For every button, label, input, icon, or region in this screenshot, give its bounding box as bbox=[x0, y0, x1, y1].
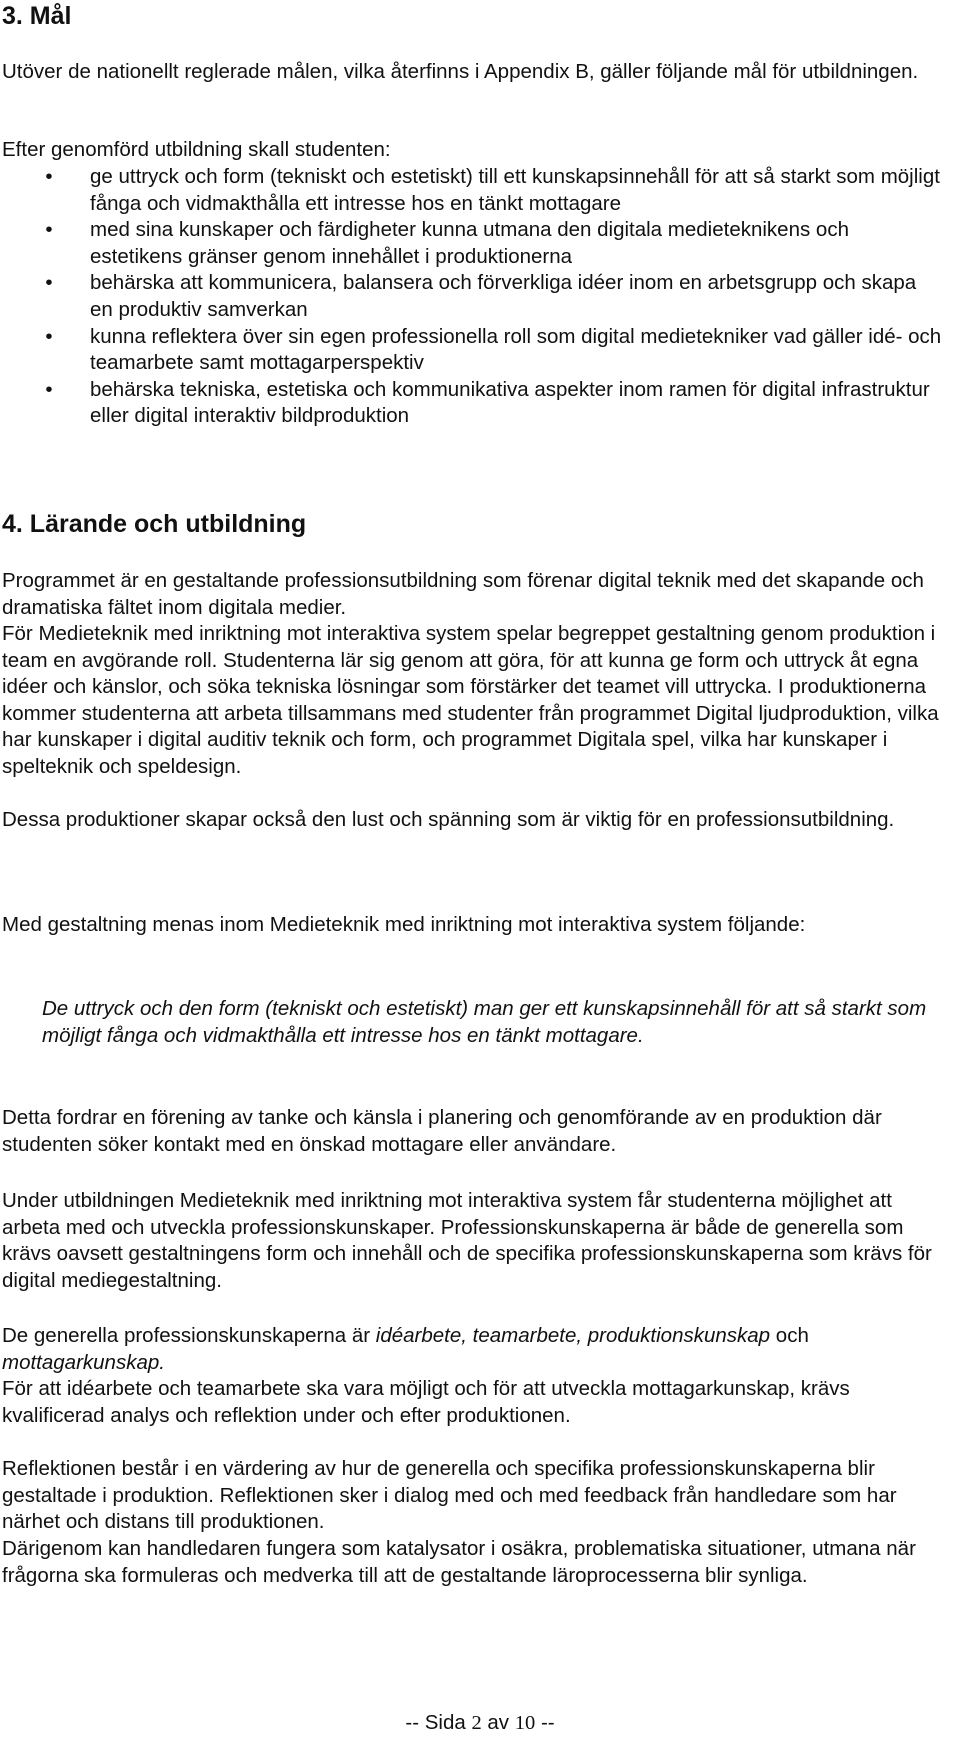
paragraph-forening: Detta fordrar en förening av tanke och känsla i planering och genomförande av en produktion där studenten söker kontakt med en önskad mottagare eller användare. bbox=[2, 1106, 882, 1156]
generella-text-mid: och bbox=[770, 1324, 809, 1347]
list-item-text: behärska tekniska, estetiska och kommunikativa aspekter inom ramen för digital infrastruktur eller digital interaktiv bildproduktion bbox=[90, 377, 930, 428]
section-3-heading: 3. Mål bbox=[2, 2, 72, 30]
list-item-text: kunna reflektera över sin egen professionella roll som digital medietekniker vad gäller idé- och teamarbete samt mottagarperspektiv bbox=[90, 324, 942, 375]
bullet-glyph: • bbox=[45, 218, 53, 242]
paragraph-ideearbete: För att idéarbete och teamarbete ska vara möjligt och för att utveckla mottagarkunskap, krävs kvalificerad analys och reflektion under och efter produktionen. bbox=[2, 1377, 850, 1427]
generella-emphasis-2: mottagarkunskap. bbox=[2, 1350, 165, 1374]
definition-quote: De uttryck och den form (tekniskt och estetiskt) man ger ett kunskapsinnehåll för att så starkt som möjligt fånga och vidmakthålla ett intresse hos en tänkt mottagare. bbox=[42, 997, 927, 1047]
list-item bbox=[2, 377, 942, 430]
section-4-heading: 4. Lärande och utbildning bbox=[2, 510, 307, 538]
list-item bbox=[2, 270, 942, 323]
page-total: 10 bbox=[514, 1712, 536, 1734]
paragraph-professionskunskaper: Under utbildningen Medieteknik med inriktning mot interaktiva system får studenterna möjlighet att arbeta med och utveckla professionskunskaper. Professionskunskaperna är både de generella som krävs oavsett gestaltningens form och innehåll och de specifika professionskunskaperna som krävs för digital mediegestaltning. bbox=[2, 1189, 932, 1292]
paragraph-programme: Programmet är en gestaltande professionsutbildning som förenar digital teknik med det skapande och dramatiska fältet inom digitala medier. bbox=[2, 569, 924, 619]
paragraph-handledare: Därigenom kan handledaren fungera som katalysator i osäkra, problematiska situationer, utmana när frågorna ska formuleras och medverka till att de gestaltande läroprocesserna blir synliga. bbox=[2, 1537, 916, 1587]
list-item-text: med sina kunskaper och färdigheter kunna utmana den digitala medieteknikens och estetikens gränser genom innehållet i produktionerna bbox=[90, 218, 849, 268]
page-footer bbox=[0, 1710, 960, 1737]
bullet-glyph: • bbox=[45, 324, 53, 348]
section-3-intro: Utöver de nationellt reglerade målen, vilka återfinns i Appendix B, gäller följande mål för utbildningen. bbox=[2, 60, 919, 83]
goals-list bbox=[2, 164, 942, 430]
footer-middle: av bbox=[481, 1711, 515, 1734]
paragraph-gestaltning: För Medieteknik med inriktning mot interaktiva system spelar begreppet gestaltning genom produktion i team en avgörande roll. Studenterna lär sig genom att göra, för att kunna ge form och uttryck åt egna idéer och känslor, och söka tekniska lösningar som förstärker det teamet vill uttrycka. I produktionerna kommer studenterna att arbeta tillsammans med studenter från programmet Digital ljudproduktion, vilka har kunskaper i digital auditiv teknik och form, och programmet Digitala spel, vilka har kunskaper i spelteknik och speldesign. bbox=[2, 622, 939, 778]
footer-prefix: -- Sida bbox=[405, 1711, 472, 1734]
page-number: 2 bbox=[471, 1712, 482, 1734]
bullet-glyph: • bbox=[45, 165, 53, 188]
list-item bbox=[2, 164, 942, 217]
list-item bbox=[2, 217, 942, 270]
generella-text-start: De generella professionskunskaperna är bbox=[2, 1324, 376, 1347]
paragraph-reflektion: Reflektionen består i en värdering av hur de generella och specifika professionskunskaperna blir gestaltade i produktion. Reflektionen sker i dialog med och med feedback från handledare som har närhet och distans till produktionen. bbox=[2, 1457, 897, 1534]
list-item bbox=[2, 324, 942, 377]
paragraph-generella-kunskaper bbox=[2, 1323, 942, 1376]
bullet-glyph: • bbox=[45, 377, 53, 401]
paragraph-produktioner: Dessa produktioner skapar också den lust och spänning som är viktig för en professionsutbildning. bbox=[2, 808, 895, 831]
footer-suffix: -- bbox=[535, 1711, 555, 1734]
generella-emphasis-1: idéarbete, teamarbete, produktionskunskap bbox=[375, 1324, 771, 1347]
paragraph-definition-lead: Med gestaltning menas inom Medieteknik med inriktning mot interaktiva system följande: bbox=[2, 913, 806, 936]
bullet-glyph: • bbox=[45, 271, 53, 295]
list-item-text: behärska att kommunicera, balansera och förverkliga idéer inom en arbetsgrupp och skapa en produktiv samverkan bbox=[90, 271, 917, 321]
section-3-lead: Efter genomförd utbildning skall studenten: bbox=[2, 138, 391, 161]
list-item-text: ge uttryck och form (tekniskt och estetiskt) till ett kunskapsinnehåll för att så starkt som möjligt fånga och vidmakthålla ett intresse hos en tänkt mottagare bbox=[90, 165, 940, 215]
